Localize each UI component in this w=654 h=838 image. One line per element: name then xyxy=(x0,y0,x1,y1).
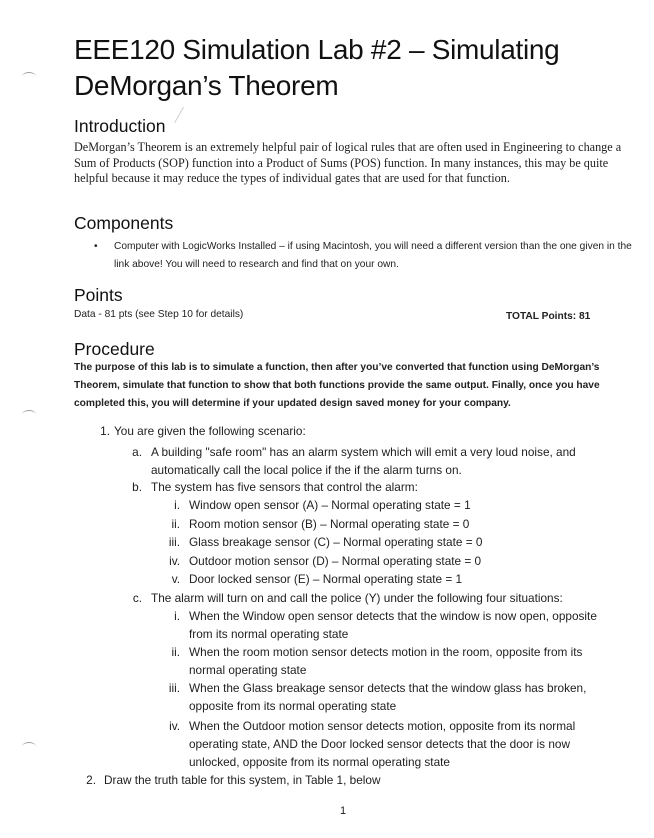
procedure-line-1: The purpose of this lab is to simulate a function, then after you’ve converted that function using DeMorgan’s xyxy=(74,362,600,373)
step-1c-i-line-2: from its normal operating state xyxy=(189,627,349,641)
procedure-heading: Procedure xyxy=(74,339,155,359)
component-item-text: Computer with LogicWorks Installed – if using Macintosh, you will need a different version than the one given in the link above! You will need to research and find that on your own. xyxy=(114,241,632,270)
step-1-number: 1. xyxy=(100,424,110,438)
step-1c-i-mark: i. xyxy=(174,609,180,623)
binder-hole-mark xyxy=(22,410,36,419)
procedure-line-2: Theorem, simulate that function to show that both functions provide the same output. Finally, once you have xyxy=(74,380,600,391)
title-line-1: EEE120 Simulation Lab #2 – Simulating xyxy=(74,34,560,65)
step-1c-iv-line-1: When the Outdoor motion sensor detects motion, opposite from its normal xyxy=(189,719,576,733)
step-1c-iii-mark: iii. xyxy=(168,681,180,695)
bullet-icon: • xyxy=(94,241,98,252)
step-1c-iv-mark: iv. xyxy=(169,719,180,733)
step-1b-iv-mark: iv. xyxy=(169,554,180,568)
step-1b-i-mark: i. xyxy=(174,498,180,512)
step-1-text: You are given the following scenario: xyxy=(114,424,306,438)
step-2-text: Draw the truth table for this system, in Table 1, below xyxy=(104,773,381,787)
step-1a-line-2: automatically call the local police if the if the alarm turns on. xyxy=(151,463,462,477)
step-1c-iii-line-1: When the Glass breakage sensor detects that the window glass has broken, xyxy=(189,681,587,695)
binder-hole-mark xyxy=(22,742,36,751)
step-1c-ii-line-1: When the room motion sensor detects motion in the room, opposite from its xyxy=(189,645,583,659)
step-1c-ii-line-2: normal operating state xyxy=(189,663,307,677)
step-1c-iv-line-2: operating state, AND the Door locked sensor detects that the door is now xyxy=(189,737,570,751)
step-1b-iii-text: Glass breakage sensor (C) – Normal operating state = 0 xyxy=(189,535,483,549)
step-1c-ii-mark: ii. xyxy=(171,645,180,659)
step-1b-iii-mark: iii. xyxy=(168,535,180,549)
step-1b-ii-text: Room motion sensor (B) – Normal operating state = 0 xyxy=(189,517,470,531)
points-heading: Points xyxy=(74,285,123,305)
total-points: TOTAL Points: 81 xyxy=(506,311,591,322)
introduction-paragraph: DeMorgan’s Theorem is an extremely helpful pair of logical rules that are often used in Engineering to change a Sum of Products (SOP) function into a Product of Sums (POS) function. In many instances, this may be quite helpful because it may reduce the types of individual gates that are used for that function. xyxy=(74,140,622,185)
points-data: Data - 81 pts (see Step 10 for details) xyxy=(74,309,244,320)
binder-hole-mark xyxy=(22,72,36,81)
step-1c-iv-line-3: unlocked, opposite from its normal operating state xyxy=(189,755,450,769)
document-title xyxy=(74,32,634,104)
step-1b-i-text: Window open sensor (A) – Normal operating state = 1 xyxy=(189,498,471,512)
procedure-line-3: completed this, you will determine if your updated design saved money for your company. xyxy=(74,398,511,409)
step-1c-iii-line-2: opposite from its normal operating state xyxy=(189,699,397,713)
step-1b-mark: b. xyxy=(132,480,142,494)
step-1a-mark: a. xyxy=(132,445,142,459)
page-number: 1 xyxy=(340,805,347,817)
step-1a-line-1: A building "safe room" has an alarm system which will emit a very loud noise, and xyxy=(151,445,576,459)
step-1b-text: The system has five sensors that control the alarm: xyxy=(151,480,418,494)
step-1c-text: The alarm will turn on and call the police (Y) under the following four situations: xyxy=(151,591,563,605)
step-1c-mark: c. xyxy=(132,591,142,605)
title-line-2: DeMorgan’s Theorem xyxy=(74,70,339,101)
step-2-number: 2. xyxy=(86,773,96,787)
step-1c-i-line-1: When the Window open sensor detects that the window is now open, opposite xyxy=(189,609,597,623)
components-heading: Components xyxy=(74,213,174,233)
introduction-heading: Introduction xyxy=(74,116,166,136)
pen-scratch xyxy=(174,107,191,127)
step-1b-ii-mark: ii. xyxy=(171,517,180,531)
step-1b-v-mark: v. xyxy=(171,572,180,586)
step-1b-iv-text: Outdoor motion sensor (D) – Normal operating state = 0 xyxy=(189,554,482,568)
step-1b-v-text: Door locked sensor (E) – Normal operating state = 1 xyxy=(189,572,463,586)
